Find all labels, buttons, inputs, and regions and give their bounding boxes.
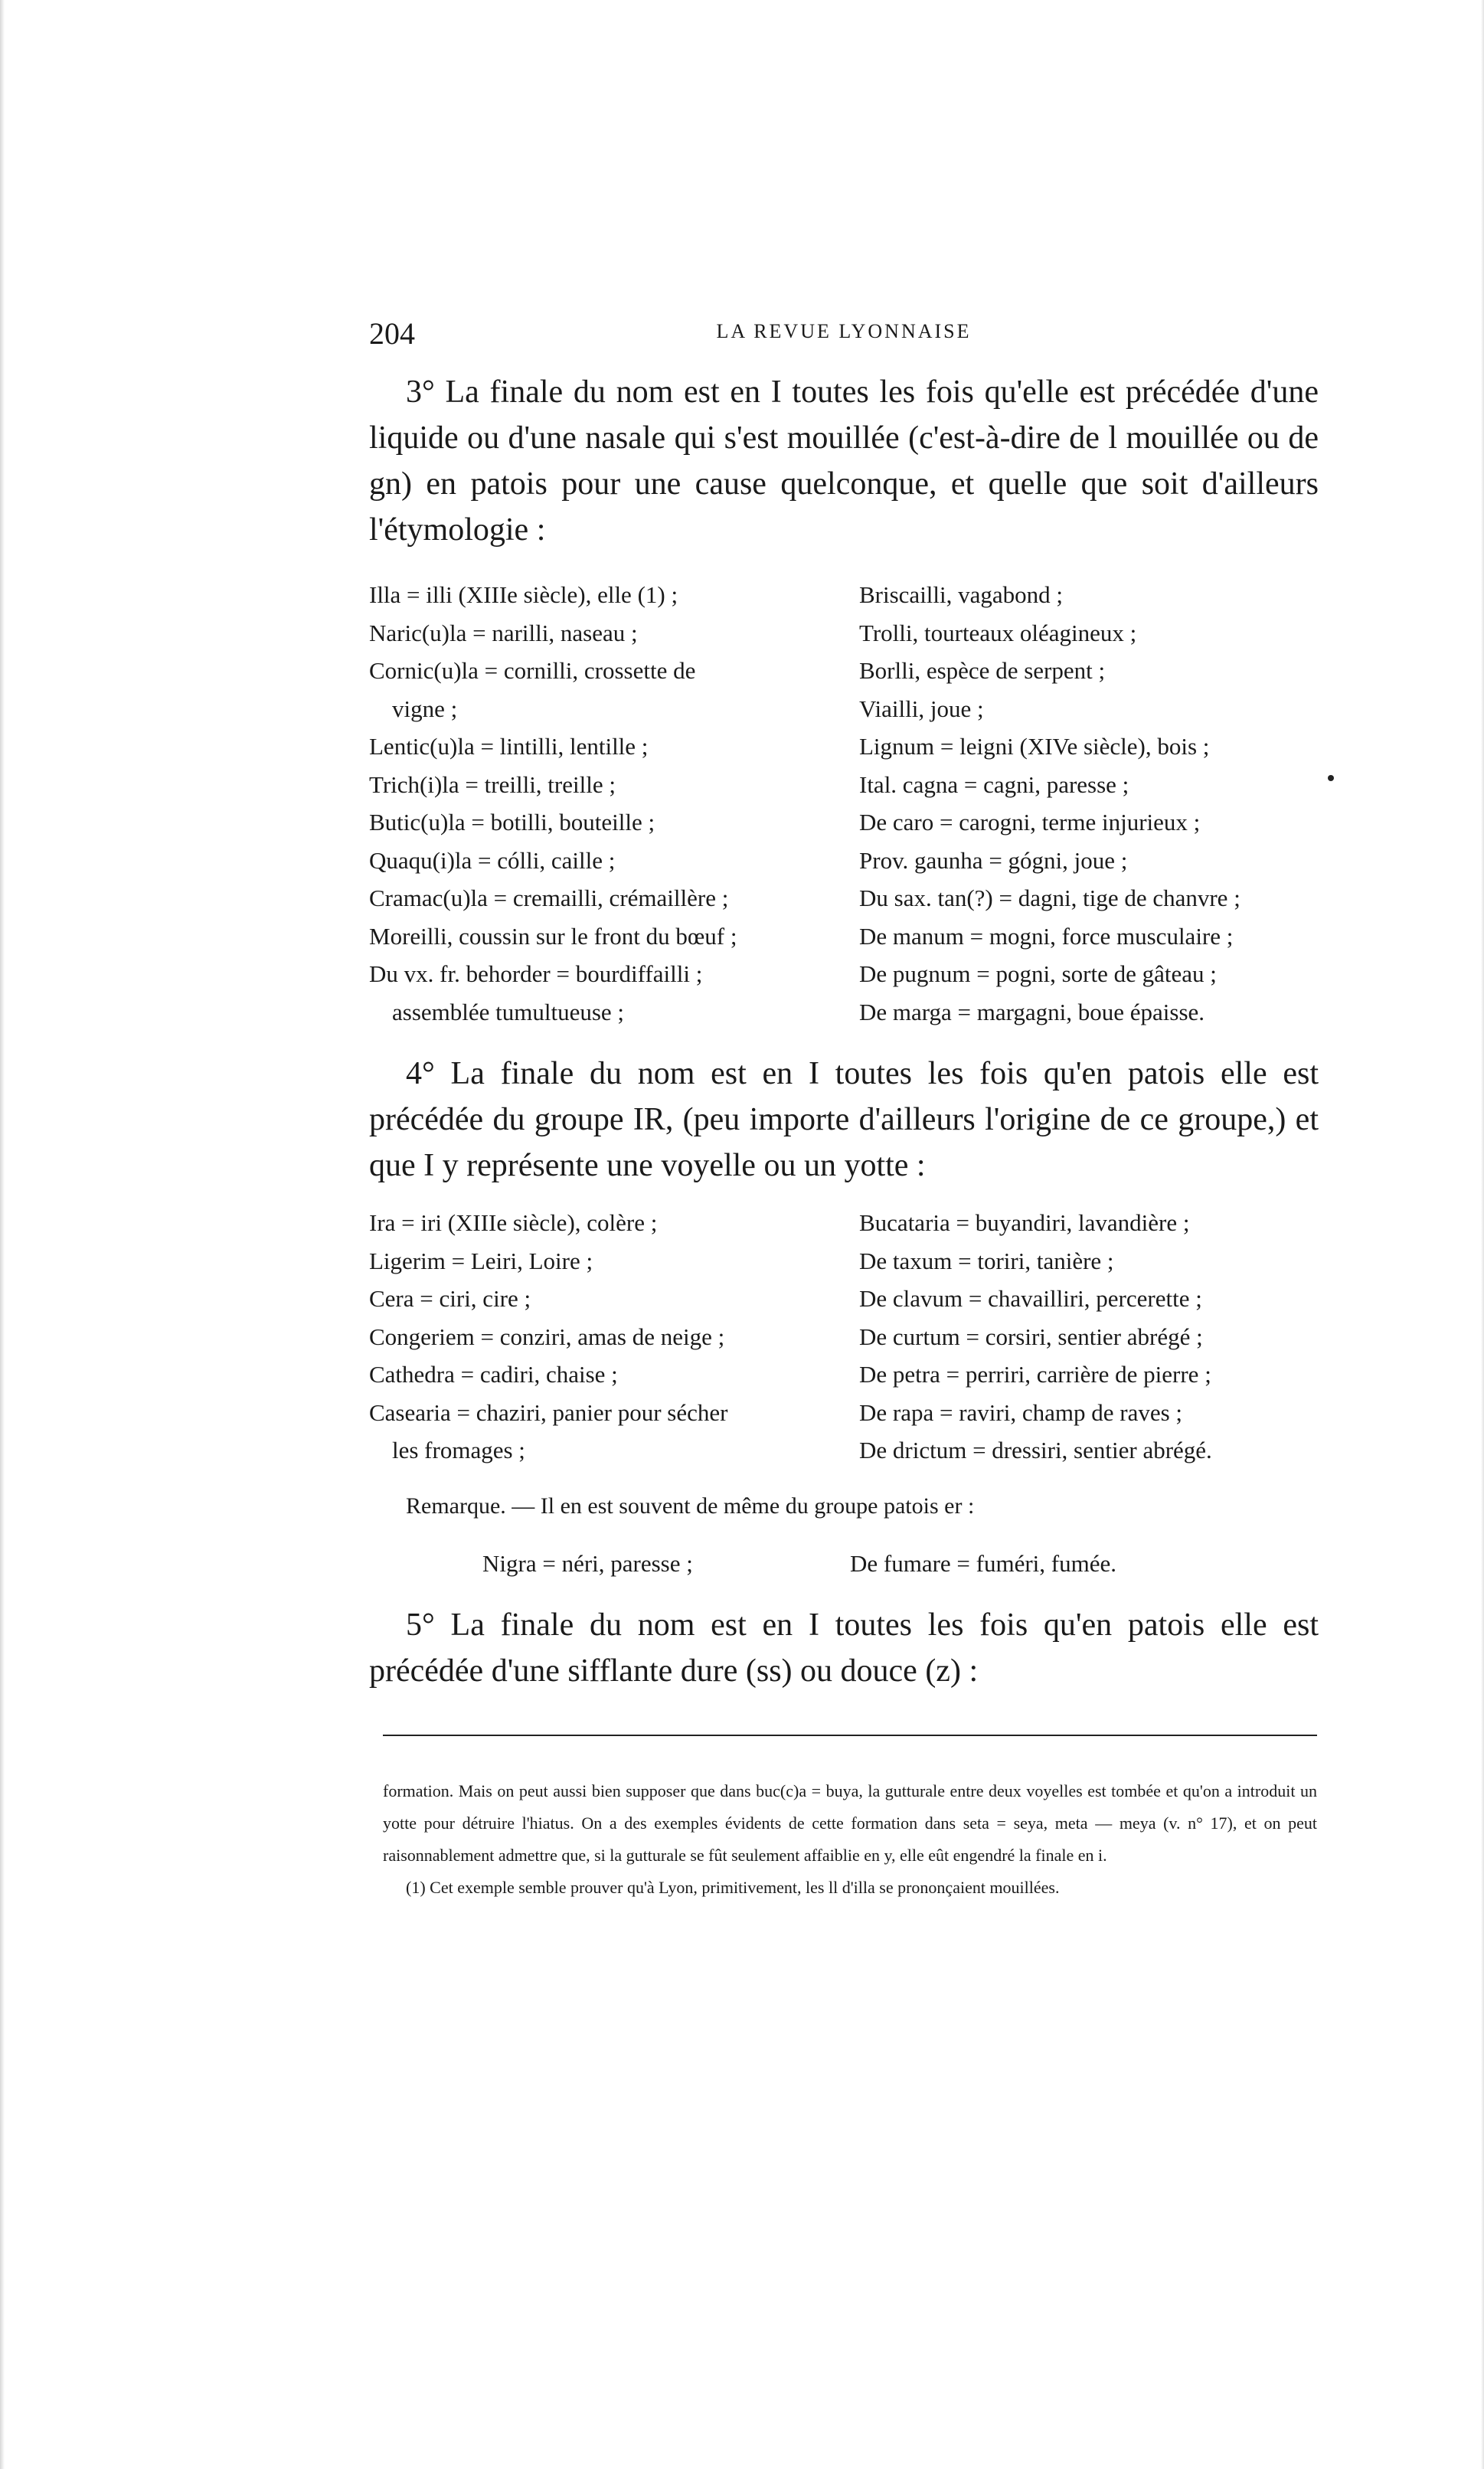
word-entry: Viailli, joue ; [859,695,984,722]
example-entry: De fumare = fuméri, fumée. [850,1550,1116,1577]
page-header [369,316,1319,361]
word-entry: Cathedra = cadiri, chaise ; [369,1361,618,1388]
word-entry: Briscailli, vagabond ; [859,581,1064,608]
word-list-left-column [369,576,829,1031]
word-entry: De clavum = chavailliri, percerette ; [859,1285,1202,1312]
word-entry: Cornic(u)la = cornilli, crossette de [369,657,696,684]
word-entry: Trolli, tourteaux oléagineux ; [859,619,1137,646]
word-entry: De taxum = toriri, tanière ; [859,1247,1114,1274]
word-entry: De drictum = dressiri, sentier abrégé. [859,1437,1212,1463]
word-entry: De rapa = raviri, champ de raves ; [859,1398,1183,1426]
section-5-intro: 5° La finale du nom est en I toutes les fois qu'en patois elle est précédée d'une sifflante dure (ss) ou douce (z) : [369,1607,1319,1689]
word-entry: Du sax. tan(?) = dagni, tige de chanvre ; [859,885,1240,911]
word-entry: Borlli, espèce de serpent ; [859,657,1106,684]
section-3-intro: 3° La finale du nom est en I toutes les fois qu'elle est précédée d'une liquide ou d'une nasale qui s'est mouillée (c'est-à-dire de l mouillée ou de gn) en patois pour une cause quelconque, et quelle que soit d'ailleurs l'étymologie : [369,374,1319,548]
word-entry: De curtum = corsiri, sentier abrégé ; [859,1323,1203,1350]
word-entry-continuation: les fromages ; [392,1437,525,1463]
word-entry: Casearia = chaziri, panier pour sécher [369,1398,728,1426]
word-entry: Bucataria = buyandiri, lavandière ; [859,1209,1190,1236]
page-number: 204 [369,316,415,351]
word-entry: Naric(u)la = narilli, naseau ; [369,619,638,646]
remarque-note: Remarque. — Il en est souvent de même du groupe patois er : [406,1493,975,1519]
word-entry: Quaqu(i)la = cólli, caille ; [369,846,616,874]
word-entry-continuation: assemblée tumultueuse ; [392,998,625,1025]
section-3-word-list [369,576,1319,1035]
page-edge-shadow [0,0,5,2469]
word-entry: Ital. cagna = cagni, paresse ; [859,770,1129,798]
remarque-examples [482,1550,1116,1578]
footnote-continuation: formation. Mais on peut aussi bien supposer que dans buc(c)a = buya, la gutturale entre deux voyelles est tombée et qu'on a introduit un yotte pour détruire l'hiatus. On a des exemples évidents de cette formation dans seta = seya, meta — meya (v. n° 17), et on peut raisonnablement admettre que, si la gutturale se fût seulement affaiblie en y, elle eût engendré la finale en i. [383,1781,1317,1865]
word-entry: Trich(i)la = treilli, treille ; [369,770,616,798]
word-entry: Du vx. fr. behorder = bourdiffailli ; [369,960,703,987]
word-list-right-column [859,576,1319,1031]
word-entry: Lentic(u)la = lintilli, lentille ; [369,733,649,760]
footnote-divider [383,1735,1317,1736]
word-entry: Moreilli, coussin sur le front du bœuf ; [369,922,737,950]
section-4-intro: 4° La finale du nom est en I toutes les fois qu'en patois elle est précédée du groupe IR, (peu importe d'ailleurs l'origine de ce groupe,) et que I y représente une voyelle ou un yotte : [369,1056,1319,1183]
footnote-1: (1) Cet exemple semble prouver qu'à Lyon, primitivement, les ll d'illa se prononçaient mouillées. [406,1878,1060,1897]
word-entry: De caro = carogni, terme injurieux ; [859,809,1201,836]
word-entry: Ligerim = Leiri, Loire ; [369,1247,593,1274]
word-entry: Ira = iri (XIIIe siècle), colère ; [369,1209,658,1236]
word-entry: De manum = mogni, force musculaire ; [859,922,1234,950]
running-title: LA REVUE LYONNAISE [716,320,972,342]
word-entry: Cera = ciri, cire ; [369,1285,531,1312]
word-entry: Prov. gaunha = gógni, joue ; [859,846,1128,874]
word-entry: Lignum = leigni (XIVe siècle), bois ; [859,733,1210,760]
example-entry: Nigra = néri, paresse ; [482,1550,693,1577]
word-entry: Cramac(u)la = cremailli, crémaillère ; [369,885,729,911]
word-entry: Illa = illi (XIIIe siècle), elle (1) ; [369,581,678,608]
ink-speck [1328,775,1334,781]
section-4-word-list [369,1204,1319,1480]
page-edge-shadow [1481,0,1484,2469]
word-entry-continuation: vigne ; [392,695,458,722]
word-entry: De marga = margagni, boue épaisse. [859,998,1205,1025]
word-entry: De pugnum = pogni, sorte de gâteau ; [859,960,1217,987]
footnotes [383,1775,1317,1904]
word-entry: Congeriem = conziri, amas de neige ; [369,1323,725,1350]
word-list-left-column [369,1204,829,1470]
word-entry: De petra = perriri, carrière de pierre ; [859,1361,1211,1388]
word-list-right-column [859,1204,1319,1470]
word-entry: Butic(u)la = botilli, bouteille ; [369,809,655,836]
